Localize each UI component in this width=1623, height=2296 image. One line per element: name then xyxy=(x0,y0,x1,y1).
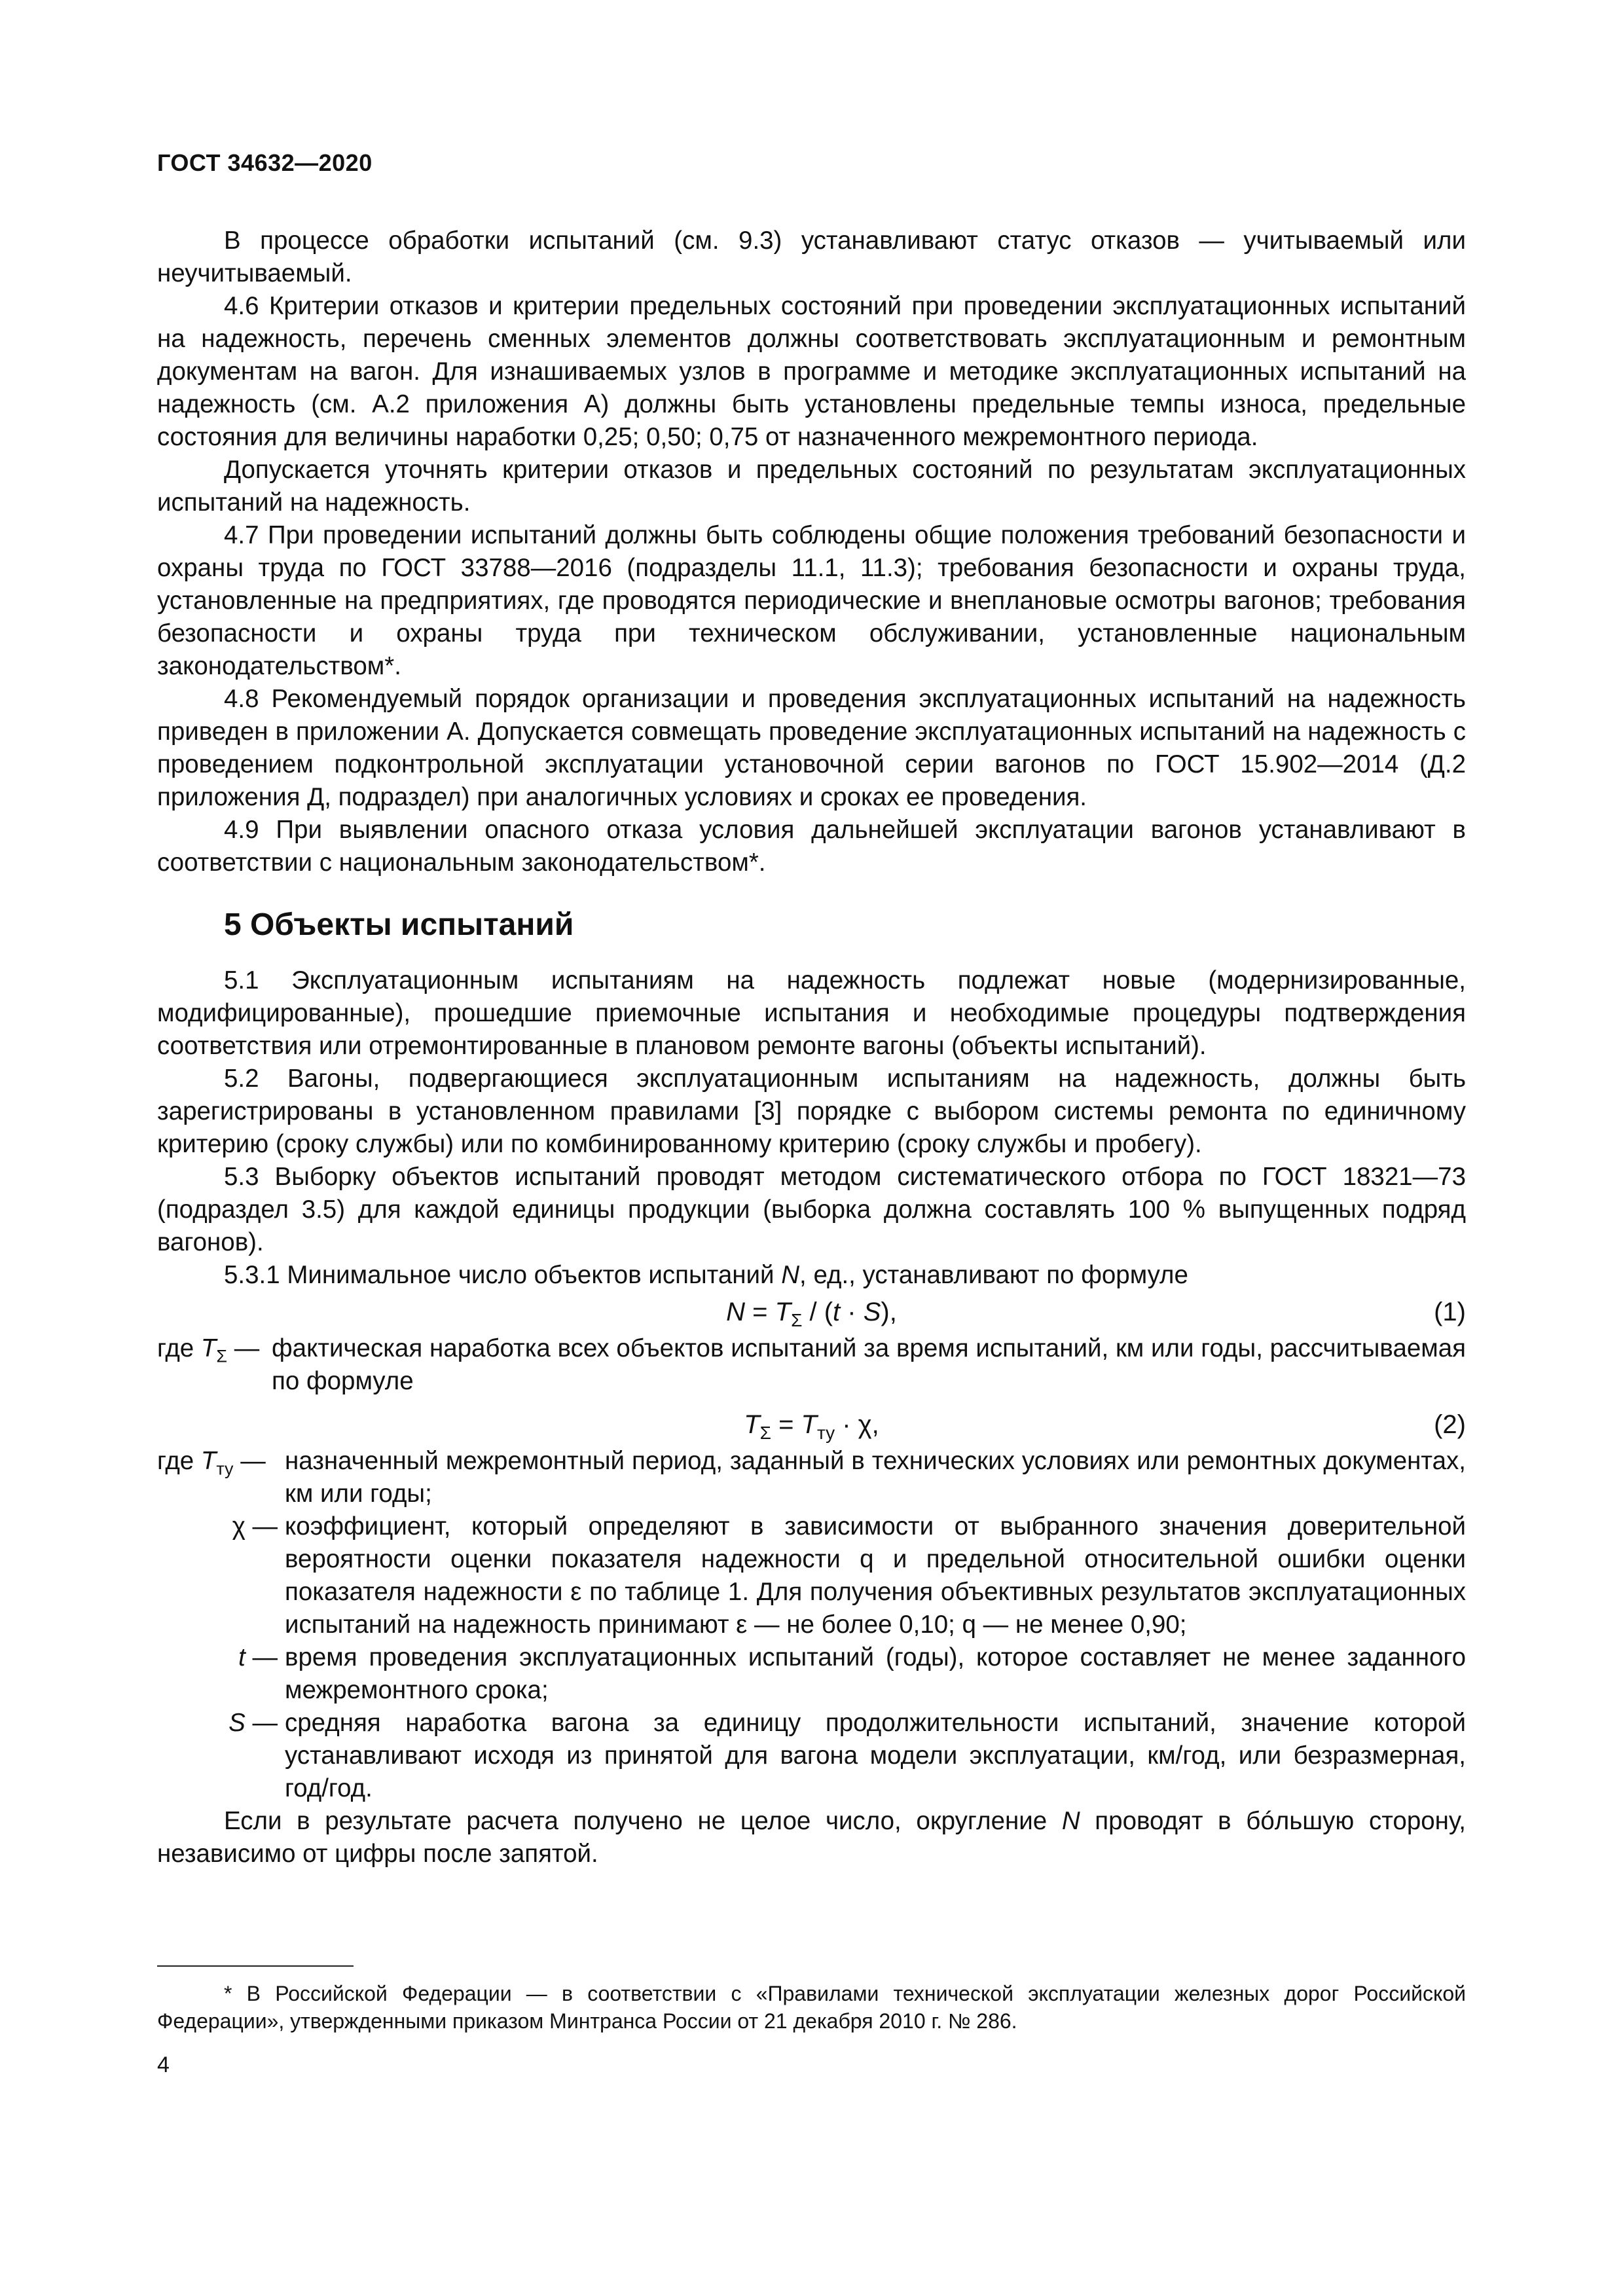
variable-n: N xyxy=(1061,1807,1080,1835)
symbol: S xyxy=(228,1709,246,1737)
section-heading: 5 Объекты испытаний xyxy=(224,907,574,942)
equals: = xyxy=(745,1298,775,1326)
where-lead: где xyxy=(157,1334,201,1362)
document-body xyxy=(157,225,1466,1870)
formula-1 xyxy=(157,1292,1466,1332)
dash: — xyxy=(227,1334,260,1362)
paragraph-5-3: 5.3 Выборку объектов испытаний проводят методом систематического отбора по ГОСТ 18321—73 (подраздел 3.5) для каждой единицы продукции (выборка должна составлять 100 % выпущенных подряд вагонов). xyxy=(157,1163,1466,1256)
where-description: коэффициент, который определяют в зависимости от выбранного значения доверительной вероятности оценки показателя надежности q и предельной относительной ошибки оценки показателя надежности ε по таблице 1. Для получения объективных результатов эксплуатационных испытаний на надежность принимают ε — не более 0,10; q — не менее 0,90; xyxy=(285,1512,1466,1639)
symbol: T xyxy=(200,1447,217,1475)
symbol-subscript: Σ xyxy=(216,1346,228,1366)
footnote-separator xyxy=(157,1965,354,1967)
var-t: T xyxy=(775,1298,792,1326)
subscript-sigma: Σ xyxy=(791,1310,803,1330)
where-description: назначенный межремонтный период, заданный в технических условиях или ремонтных документах, км или годы; xyxy=(285,1447,1466,1508)
where-block-2b xyxy=(157,1510,1466,1641)
page-number: 4 xyxy=(157,2052,170,2077)
var-t-small: t xyxy=(833,1298,841,1326)
text-run: проводят в бóльшую сторону, независимо от цифры после запятой. xyxy=(157,1807,1466,1868)
where-description: фактическая наработка всех объектов испытаний за время испытаний, км или годы, рассчитываемая по формуле xyxy=(272,1334,1466,1395)
paragraph-5-1: 5.1 Эксплуатационным испытаниям на надежность подлежат новые (модернизированные, модифицированные), прошедшие приемочные испытания и необходимые процедуры подтверждения соответствия или отремонтированные в плановом ремонте вагоны (объекты испытаний). xyxy=(157,966,1466,1060)
symbol: t xyxy=(238,1643,246,1671)
symbol: χ xyxy=(232,1512,246,1540)
subscript-sigma: Σ xyxy=(759,1423,771,1443)
formula-1-number: (1) xyxy=(1434,1298,1466,1326)
text-run: , ед., устанавливают по формуле xyxy=(799,1261,1188,1289)
paragraph-4-7: 4.7 При проведении испытаний должны быть соблюдены общие положения требований безопасности и охраны труда по ГОСТ 33788—2016 (подразделы 11.1, 11.3); требования безопасности и охраны труда, установленные на предприятиях, где проводятся периодические и внеплановые осмотры вагонов; требования безопасности и охраны труда при техническом обслуживании, установленные национальным законодательством*. xyxy=(157,521,1466,680)
multiply-chi: · χ, xyxy=(835,1410,879,1439)
formula-2 xyxy=(157,1404,1466,1445)
paragraph-5-3-1 xyxy=(157,1259,1466,1292)
var-s: S xyxy=(863,1298,881,1326)
divide-open: / ( xyxy=(802,1298,833,1326)
formula-1-expression xyxy=(726,1292,897,1332)
paragraph-4-9: 4.9 При выявлении опасного отказа условия дальнейшей эксплуатации вагонов устанавливают в соответствии с национальным законодательством*. xyxy=(157,816,1466,877)
paragraph-5-2: 5.2 Вагоны, подвергающиеся эксплуатационным испытаниям на надежность, должны быть зарегистрированы в установленном правилами [3] порядке с выбором системы ремонта по единичному критерию (сроку службы) или по комбинированному критерию (сроку службы и пробегу). xyxy=(157,1065,1466,1158)
paragraph-4-8: 4.8 Рекомендуемый порядок организации и проведения эксплуатационных испытаний на надежность приведен в приложении А. Допускается совмещать проведение эксплуатационных испытаний на надежность с проведением подконтрольной эксплуатации установочной серии вагонов по ГОСТ 15.902—2014 (Д.2 приложения Д, подраздел) при аналогичных условиях и сроках ее проведения. xyxy=(157,685,1466,811)
equals: = xyxy=(771,1410,801,1439)
paragraph-final xyxy=(157,1805,1466,1870)
text-run: Если в результате расчета получено не целое число, округление xyxy=(224,1807,1062,1835)
where-description: средняя наработка вагона за единицу продолжительности испытаний, значение которой устанавливают исходя из принятой для вагона модели эксплуатации, км/год, или безразмерная, год/год. xyxy=(285,1709,1466,1802)
variable-n: N xyxy=(781,1261,800,1289)
where-block-1 xyxy=(157,1332,1466,1398)
var-n: N xyxy=(726,1298,746,1326)
close-paren: ), xyxy=(881,1298,897,1326)
paragraph: Допускается уточнять критерии отказов и предельных состояний по результатам эксплуатационных испытаний на надежность. xyxy=(157,456,1466,517)
var-t: T xyxy=(744,1410,760,1439)
formula-2-number: (2) xyxy=(1434,1410,1466,1439)
footnote: * В Российской Федерации — в соответствии с «Правилами технической эксплуатации железных дорог Российской Федерации», утвержденными приказом Минтранса России от 21 декабря 2010 г. № 286. xyxy=(157,1982,1466,2033)
formula-2-expression xyxy=(744,1404,879,1445)
standard-header: ГОСТ 34632—2020 xyxy=(157,149,373,176)
where-block-2c xyxy=(157,1641,1466,1707)
where-term: S — xyxy=(228,1709,278,1737)
text-run: 5.3.1 Минимальное число объектов испытаний xyxy=(224,1261,782,1289)
paragraph: В процессе обработки испытаний (см. 9.3) устанавливают статус отказов — учитываемый или неучитываемый. xyxy=(157,227,1466,287)
where-term xyxy=(157,1332,259,1365)
where-term: где $T_{ту}$ — xyxy=(157,1447,266,1479)
symbol: T xyxy=(200,1334,217,1362)
where-block-2 xyxy=(157,1445,1466,1510)
where-description: время проведения эксплуатационных испытаний (годы), которое составляет не менее заданного межремонтного срока; xyxy=(285,1643,1466,1704)
multiply-dot: · xyxy=(840,1298,864,1326)
where-term: χ — xyxy=(232,1512,278,1540)
subscript-ty: ту xyxy=(816,1423,835,1443)
where-term: t — xyxy=(238,1643,278,1671)
where-lead: где xyxy=(157,1447,201,1475)
paragraph-4-6: 4.6 Критерии отказов и критерии предельных состояний при проведении эксплуатационных испытаний на надежность, перечень сменных элементов должны соответствовать эксплуатационным и ремонтным документам на вагон. Для изнашиваемых узлов в программе и методике эксплуатационных испытаний на надежность (см. А.2 приложения А) должны быть установлены предельные темпы износа, предельные состояния для величины наработки 0,25; 0,50; 0,75 от назначенного межремонтного периода. xyxy=(157,292,1466,451)
symbol-subscript: ту xyxy=(216,1459,234,1479)
var-t: T xyxy=(801,1410,817,1439)
where-block-2d xyxy=(157,1707,1466,1805)
